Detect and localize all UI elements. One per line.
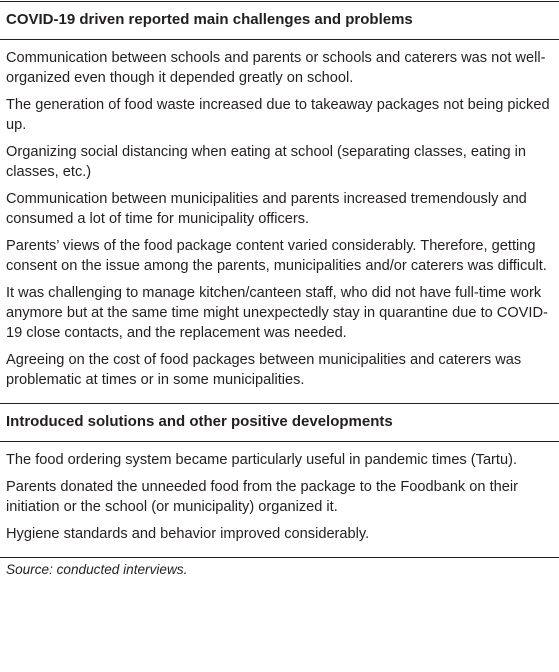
table-row: It was challenging to manage kitchen/canteen staff, who did not have full-time work anymore but at the same time might unexpectedly stay in quarantine due to COVID-19 close contacts, and the replacement was needed. (6, 285, 548, 341)
table-row: Organizing social distancing when eating at school (separating classes, eating in classes, etc.) (6, 144, 527, 180)
table-row: Communication between municipalities and parents increased tremendously and consumed a lot of time for municipality officers. (6, 191, 527, 227)
section-body-solutions (0, 442, 559, 557)
table-row: Parents’ views of the food package content varied considerably. Therefore, getting consent on the issue among the parents, municipalities and/or caterers was difficult. (6, 238, 547, 274)
table-row: Parents donated the unneeded food from the package to the Foodbank on their initiation or the school (or municipality) organized it. (6, 479, 518, 515)
table-source-note: Source: conducted interviews. (6, 562, 188, 577)
table-row: Agreeing on the cost of food packages between municipalities and caterers was problematic at times or in some municipalities. (6, 352, 522, 388)
section-header-solutions: Introduced solutions and other positive developments (0, 403, 559, 442)
table-row: Hygiene standards and behavior improved considerably. (6, 526, 370, 542)
section-header-challenges: COVID-19 driven reported main challenges and problems (0, 1, 559, 40)
table-row: The generation of food waste increased due to takeaway packages not being picked up. (6, 97, 550, 133)
section-body-challenges (0, 40, 559, 403)
findings-table (0, 1, 559, 579)
table-row: The food ordering system became particularly useful in pandemic times (Tartu). (6, 452, 518, 468)
table-row: Communication between schools and parents or schools and caterers was not well-organized even though it depended greatly on school. (6, 50, 546, 86)
